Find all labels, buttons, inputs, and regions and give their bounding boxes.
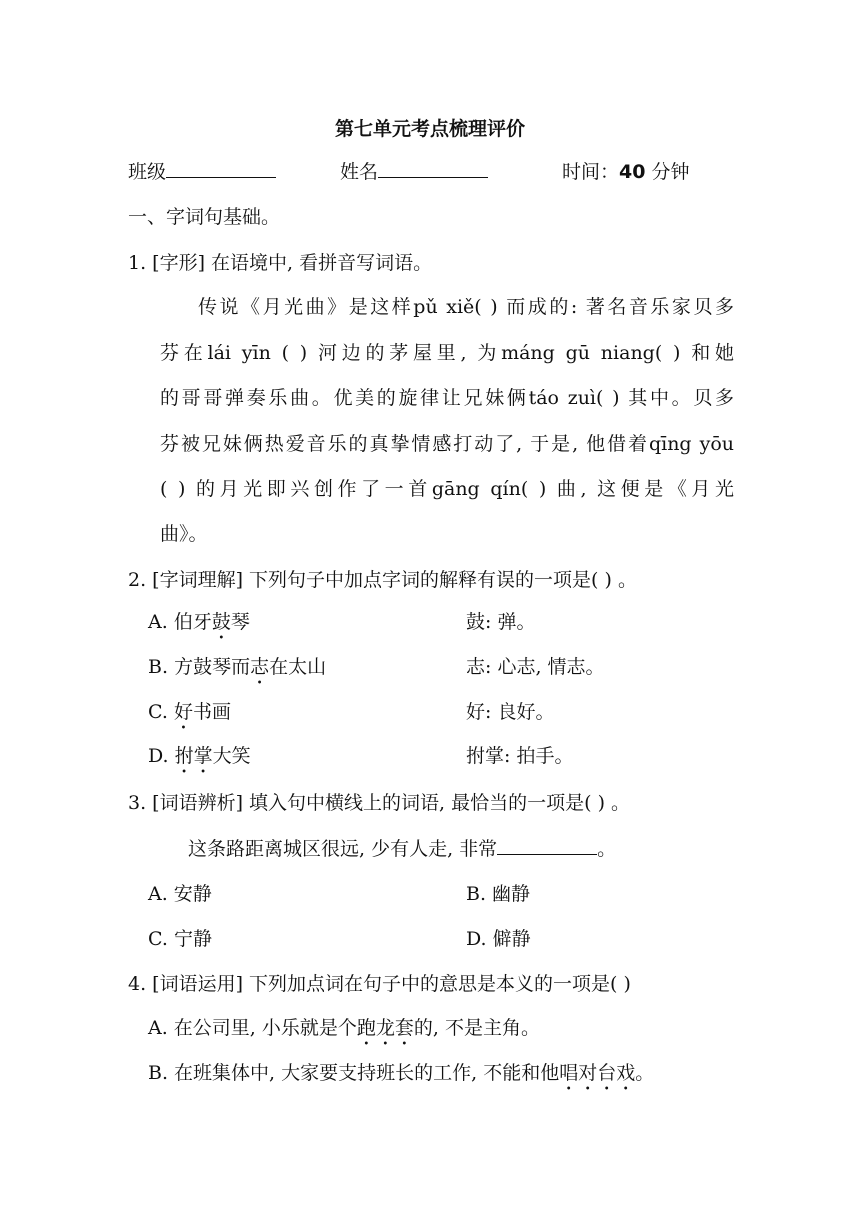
option-text: A. 在公司里, 小乐就是个 — [148, 1017, 357, 1039]
question-1-title: 1. [字形] 在语境中, 看拼音写词语。 — [128, 252, 433, 274]
dotted-word: 志 — [250, 656, 270, 678]
dotted-word: 拊掌 — [174, 745, 213, 767]
q2-explain-a: 鼓: 弹。 — [466, 611, 536, 633]
sentence-end: 。 — [597, 838, 617, 860]
section-heading: 一、字词句基础。 — [128, 206, 281, 228]
q1-line-1: 传说《月光曲》是这样pǔ xiě( ) 而成的: 著名音乐家贝多 — [198, 296, 734, 318]
option-text: B. 在班集体中, 大家要支持班长的工作, 不能和他 — [148, 1062, 560, 1084]
q3-option-b[interactable]: B. 幽静 — [466, 883, 531, 905]
q4-option-b[interactable] — [148, 1060, 654, 1095]
q2-explain-b: 志: 心志, 情志。 — [466, 656, 605, 678]
name-label: 姓名 — [340, 161, 379, 183]
dotted-word: 鼓 — [211, 611, 231, 633]
option-text: 在太山 — [269, 656, 327, 678]
q2-explain-d: 拊掌: 拍手。 — [466, 745, 574, 767]
dotted-word: 唱对台戏 — [559, 1062, 636, 1084]
q2-option-c[interactable] — [148, 699, 231, 734]
answer-blank[interactable] — [497, 836, 597, 855]
option-text: 大笑 — [212, 745, 251, 767]
option-text: 的, 不是主角。 — [413, 1017, 540, 1039]
question-3-title: 3. [词语辨析] 填入句中横线上的词语, 最恰当的一项是( ) 。 — [128, 792, 631, 814]
q1-line-5: ( ) 的月光即兴创作了一首gāng qín( ) 曲, 这便是《月光 — [160, 478, 734, 500]
q1-line-2: 芬在lái yīn ( ) 河边的茅屋里, 为máng gū niang( ) 和她 — [160, 342, 734, 364]
option-letter: D. — [148, 745, 169, 767]
option-text: 方鼓琴而 — [174, 656, 251, 678]
q1-line-6: 曲》。 — [160, 523, 208, 545]
q2-option-a[interactable] — [148, 609, 250, 644]
option-text: 伯牙 — [173, 611, 212, 633]
question-4-title: 4. [词语运用] 下列加点词在句子中的意思是本义的一项是( ) — [128, 973, 631, 995]
question-2-title: 2. [字词理解] 下列句子中加点字词的解释有误的一项是( ) 。 — [128, 569, 637, 591]
page-title: 第七单元考点梳理评价 — [334, 118, 525, 140]
time-value: 40 — [619, 161, 646, 183]
q4-option-a[interactable] — [148, 1015, 540, 1050]
option-letter: C. — [148, 701, 168, 723]
name-blank[interactable] — [378, 159, 488, 178]
class-label: 班级 — [128, 161, 167, 183]
option-letter: B. — [148, 656, 169, 678]
name-field — [340, 159, 488, 185]
option-text: 琴 — [230, 611, 250, 633]
dotted-word: 好 — [173, 701, 193, 723]
option-letter: A. — [148, 611, 168, 633]
time-info — [562, 159, 690, 185]
time-label: 时间： — [562, 161, 620, 183]
option-text: 书画 — [192, 701, 231, 723]
option-text: 。 — [635, 1062, 655, 1084]
sentence-text: 这条路距离城区很远, 少有人走, 非常 — [188, 838, 498, 860]
q2-explain-c: 好: 良好。 — [466, 701, 555, 723]
q3-option-d[interactable]: D. 僻静 — [466, 928, 531, 950]
q3-option-a[interactable]: A. 安静 — [148, 883, 212, 905]
q1-line-3: 的哥哥弹奏乐曲。优美的旋律让兄妹俩táo zuì( ) 其中。贝多 — [160, 387, 734, 409]
q2-option-b[interactable] — [148, 654, 326, 689]
time-unit: 分钟 — [651, 161, 690, 183]
q2-option-d[interactable] — [148, 743, 251, 778]
class-blank[interactable] — [166, 159, 276, 178]
dotted-word: 跑龙套 — [356, 1017, 414, 1039]
q3-option-c[interactable]: C. 宁静 — [148, 928, 212, 950]
q3-sentence — [188, 836, 616, 862]
q1-line-4: 芬被兄妹俩热爱音乐的真挚情感打动了, 于是, 他借着qīng yōu — [160, 433, 734, 455]
class-field — [128, 159, 276, 185]
